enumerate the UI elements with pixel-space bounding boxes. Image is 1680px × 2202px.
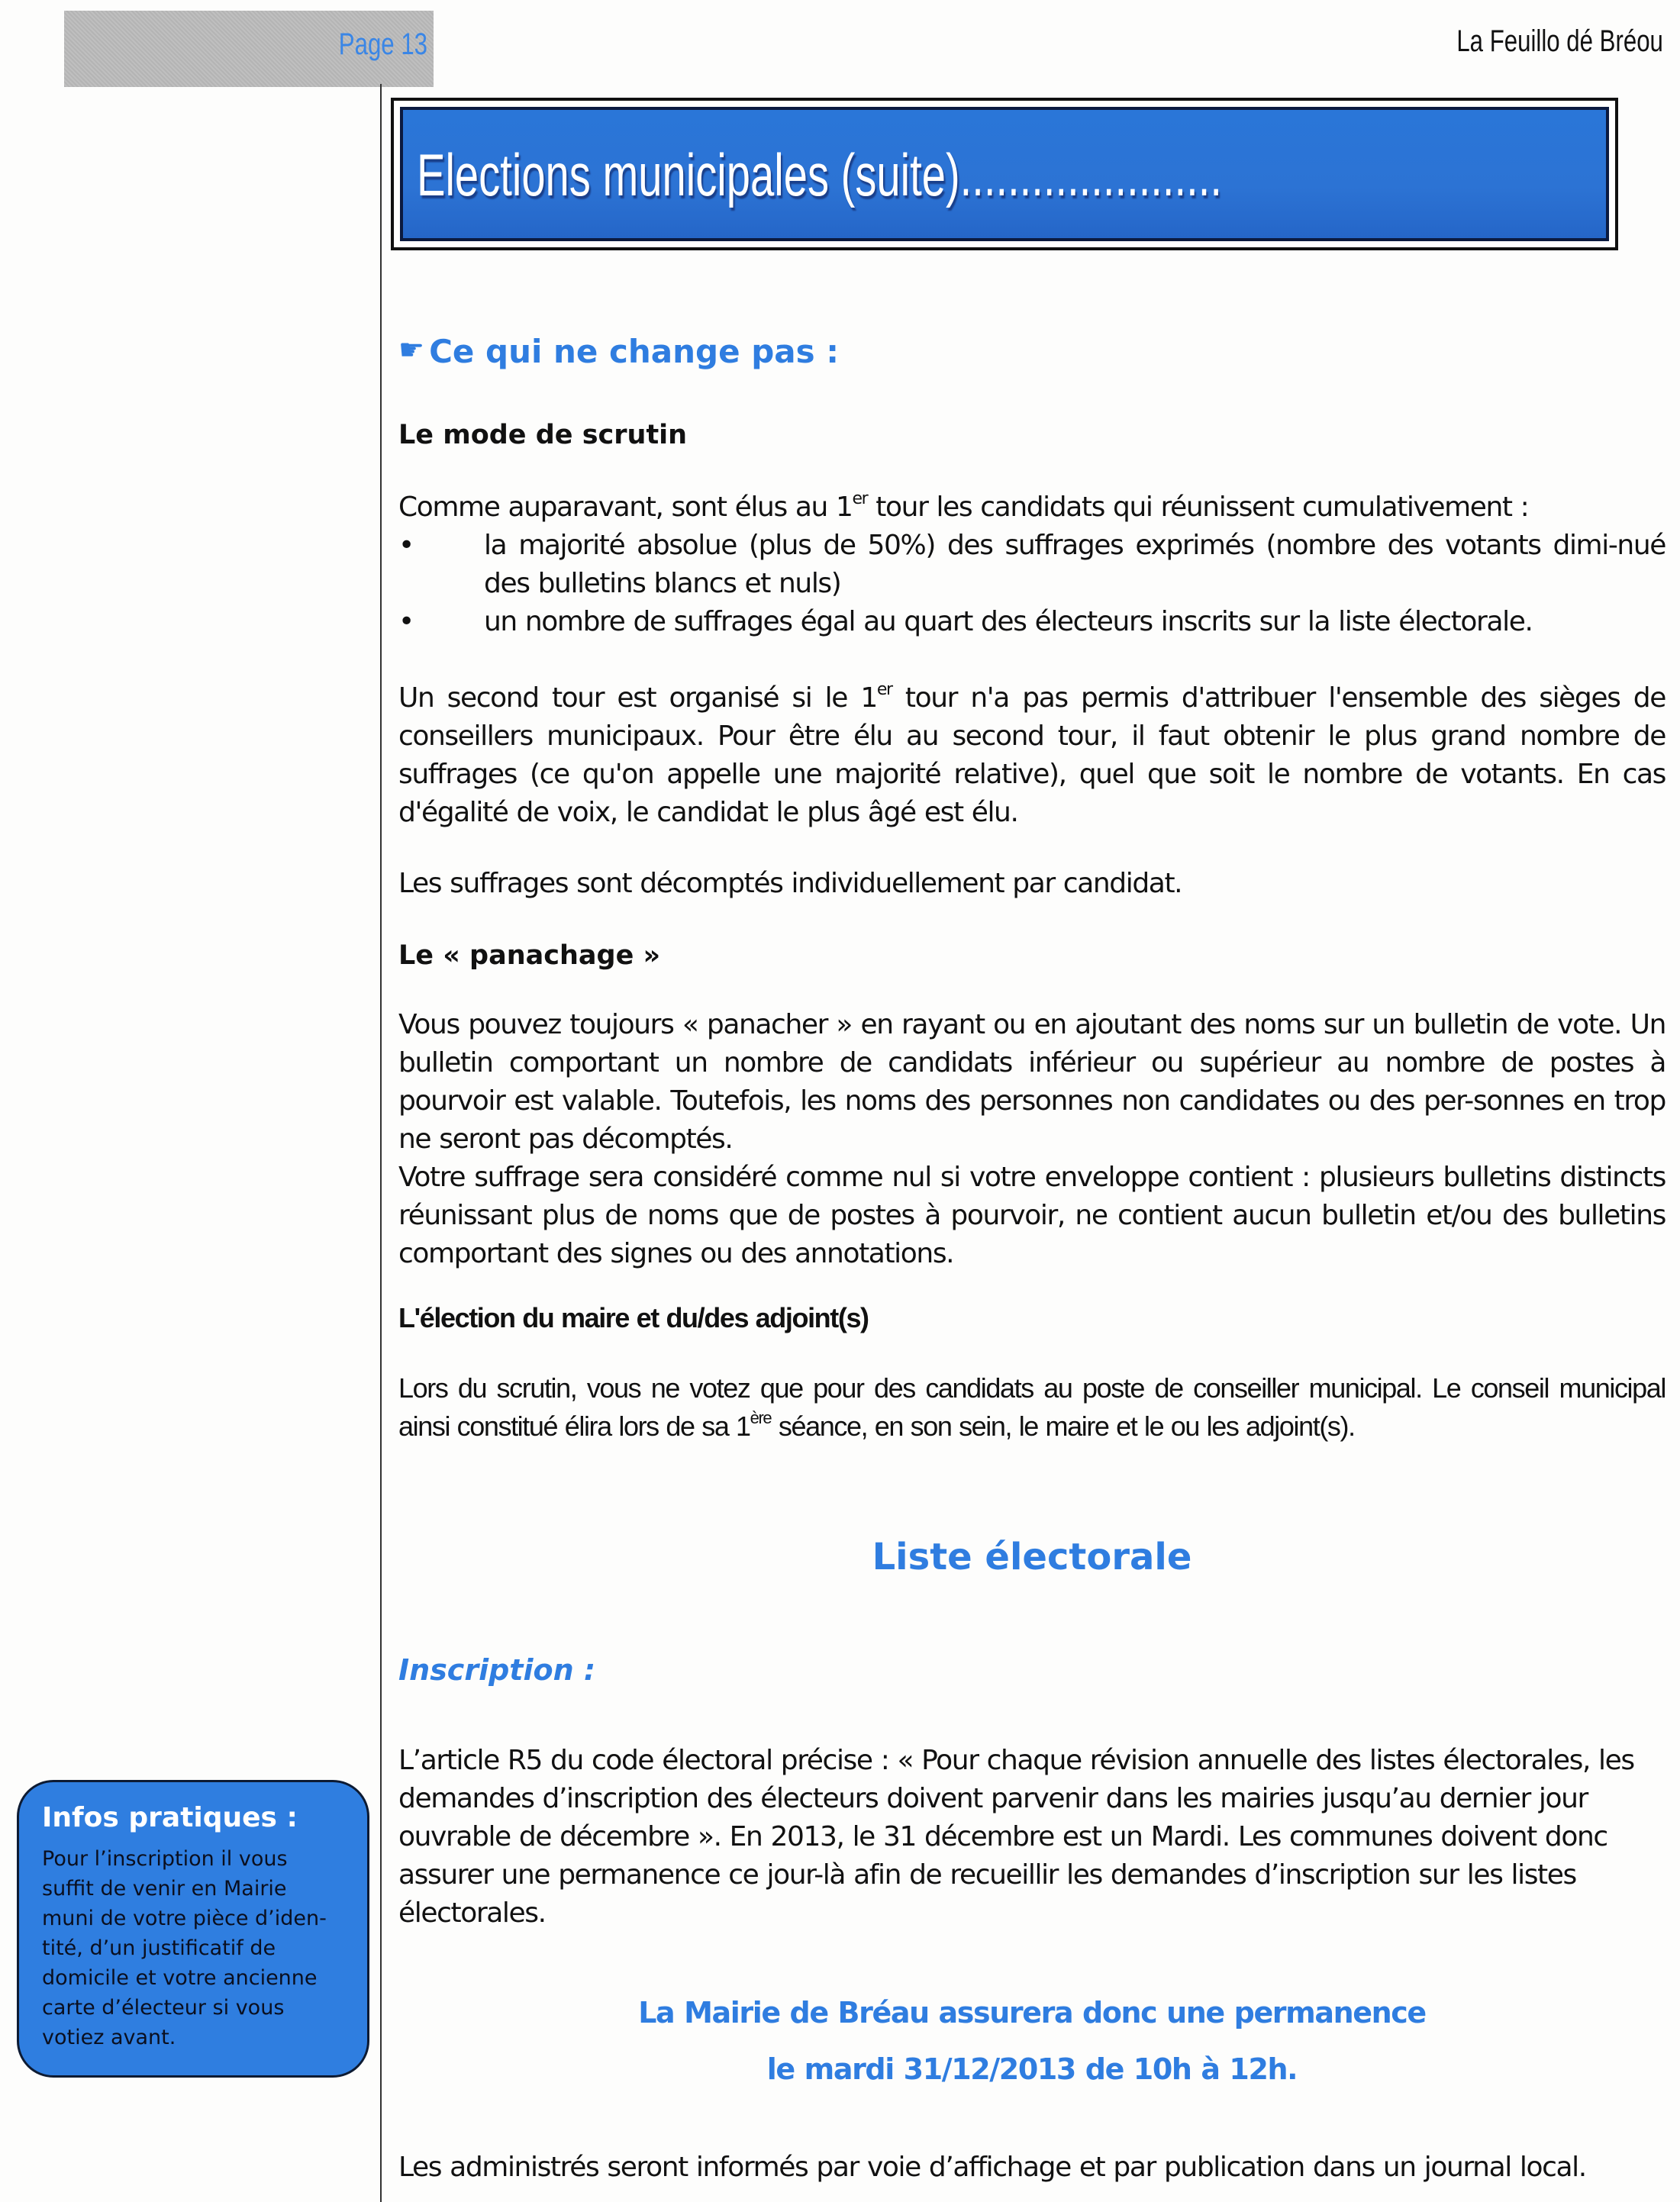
election-maire-paragraph: Lors du scrutin, vous ne votez que pour des candidats au poste de conseiller municipal. Le conseil municipal ainsi constitué élira lors de sa 1ère séance, en son sein, le maire et le ou les adjoint(s).: [398, 1372, 1665, 1442]
mode-intro: Comme auparavant, sont élus au 1er tour les candidats qui réunissent cumulativement :: [398, 489, 1529, 523]
infos-pratiques-body: [42, 1844, 355, 2052]
panachage-paragraph-2: Votre suffrage sera considéré comme nul si votre enveloppe contient : plusieurs bulletins distincts réunissant plus de noms que de postes à pourvoir, ne contient aucun bulletin et/ou des bulletins comportant des signes ou des annotations.: [398, 1162, 1665, 1269]
subheading-panachage: Le « panachage »: [398, 940, 661, 971]
section-heading-liste-electorale: Liste électorale: [872, 1536, 1192, 1578]
infos-line: Pour l’inscription il vous: [42, 1847, 288, 1871]
page-title: Elections municipales (suite)......................: [417, 141, 1222, 208]
subheading-mode-scrutin: Le mode de scrutin: [398, 420, 688, 450]
list-item: • la majorité absolue (plus de 50%) des suffrages exprimés (nombre des votants dimi-nué des bulletins blancs et nuls): [398, 527, 1665, 603]
infos-line: tité, d’un justificatif de: [42, 1936, 276, 1960]
infos-pratiques-title: Infos pratiques :: [42, 1802, 298, 1833]
permanence-date: le mardi 31/12/2013 de 10h à 12h.: [766, 2052, 1298, 2086]
mode-scrutin-body: [398, 488, 1665, 641]
page-number-tab: [64, 11, 434, 87]
infos-line: votiez avant.: [42, 2026, 176, 2049]
column-divider: [380, 84, 382, 2202]
infos-pratiques-box: [17, 1780, 369, 2078]
article-r5-paragraph: L’article R5 du code électoral précise : « Pour chaque révision annuelle des listes électorales, les demandes d’inscription des électeurs doivent parvenir dans les mairies jusqu’au dernier jour ouvrable de décembre ». En 2013, le 31 décembre est un Mardi. Les communes doivent donc assurer une permanence ce jour-là afin de recueillir les demandes d’inscription sur les listes électorales.: [398, 1745, 1634, 1929]
infos-line: muni de votre pièce d’iden-: [42, 1907, 327, 1930]
section-heading-text: Ce qui ne change pas :: [429, 333, 840, 370]
panachage-paragraph-1: Vous pouvez toujours « panacher » en rayant ou en ajoutant des noms sur un bulletin de vote. Un bulletin comportant un nombre de candidats inférieur ou supérieur au nombre de postes à pourvoir est valable. Toutefois, les noms des personnes non candidates ou des per-sonnes en trop ne seront pas décomptés.: [398, 1009, 1665, 1155]
footer-note: Les administrés seront informés par voie d’affichage et par publication dans un journal local.: [398, 2152, 1586, 2183]
subheading-election-maire: L'élection du maire et du/des adjoint(s): [398, 1302, 869, 1333]
infos-line: suffit de venir en Mairie: [42, 1877, 287, 1901]
permanence-line-1: La Mairie de Bréau assurera donc une permanence: [638, 1996, 1426, 2030]
pointing-hand-icon: ☛: [398, 333, 425, 366]
page-number: Page 13: [338, 27, 427, 61]
inscription-heading: Inscription :: [398, 1653, 596, 1687]
list-item: • un nombre de suffrages égal au quart des électeurs inscrits sur la liste électorale.: [398, 603, 1665, 641]
conditions-list: [398, 527, 1665, 641]
count-paragraph: Les suffrages sont décomptés individuellement par candidat.: [398, 868, 1182, 899]
title-banner-fill: [400, 107, 1609, 241]
newsletter-masthead: La Feuillo dé Bréou: [1456, 24, 1663, 58]
infos-line: domicile et votre ancienne: [42, 1966, 318, 1990]
permanence-announcement: [398, 1984, 1665, 2097]
panachage-body: [398, 1006, 1665, 1273]
title-banner: [391, 98, 1618, 250]
infos-line: carte d’électeur si vous: [42, 1996, 285, 2020]
second-tour-paragraph: Un second tour est organisé si le 1er tour n'a pas permis d'attribuer l'ensemble des sièges de conseillers municipaux. Pour être élu au second tour, il faut obtenir le plus grand nombre de suffrages (ce qu'on appelle une majorité relative), quel que soit le nombre de votants. En cas d'égalité de voix, le candidat le plus âgé est élu.: [398, 680, 1665, 828]
section-heading-unchanged: [398, 333, 839, 370]
